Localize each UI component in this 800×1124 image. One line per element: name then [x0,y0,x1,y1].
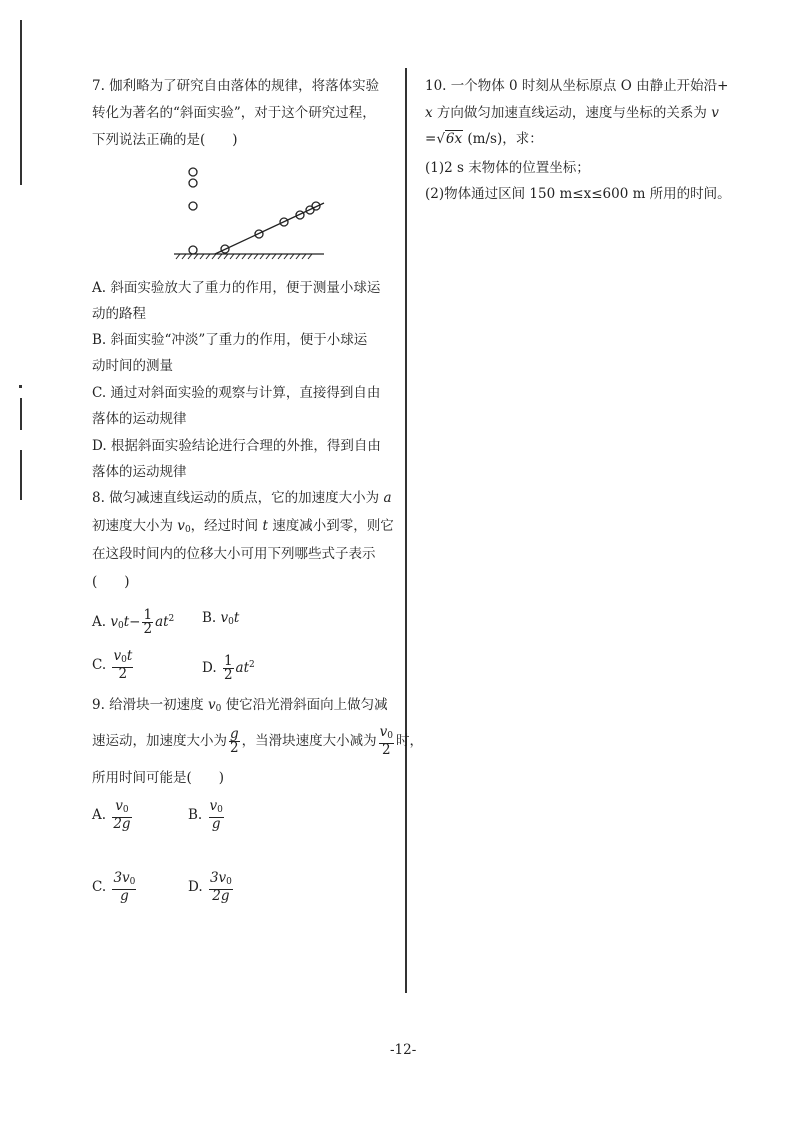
page-number: -12- [390,1042,417,1058]
incline-surface [215,203,324,254]
q8-line2: 初速度大小为 $v_0$，经过时间 t 速度减小到零，则它 [92,518,394,535]
q10-line5: (2)物体通过区间 150 m≤x≤600 m 所用的时间。 [425,186,731,202]
q8-line1: 8. 做匀减速直线运动的质点，它的加速度大小为 a [92,490,392,506]
q8-option-c: C. $\frac{v_0t}{2}$ [92,648,133,682]
inclined-plane-figure [172,160,332,264]
q7-option-b-l2: 动时间的测量 [92,358,173,374]
q7-line2: 转化为著名的“斜面实验”，对于这个研究过程， [92,105,376,121]
q10-line2: x 方向做匀加速直线运动，速度与坐标的关系为 v [425,105,719,121]
q8-line4: ( ) [92,574,130,590]
q9-line3: 所用时间可能是( ) [92,770,225,786]
q9-option-d: D. $\frac{3v_0}{2g}$ [188,870,232,904]
binding-mark [19,385,22,388]
q7-option-d-l1: D. 根据斜面实验结论进行合理的外推，得到自由 [92,438,381,454]
q9-line1: 9. 给滑块一初速度 $v_0$ 使它沿光滑斜面向上做匀减 [92,697,388,714]
q7-option-d-l2: 落体的运动规律 [92,464,187,480]
q9-option-b: B. $\frac{v_0}{g}$ [188,798,223,832]
q8-line3: 在这段时间内的位移大小可用下列哪些式子表示 [92,546,376,562]
q10-line4: (1)2 s 末物体的位置坐标； [425,160,590,176]
q10-line3: =√6x (m/s)，求： [425,131,543,147]
q10-line1: 10. 一个物体 0 时刻从坐标原点 O 由静止开始沿+ [425,78,729,94]
q7-option-b-l1: B. 斜面实验“冲淡”了重力的作用，便于小球运 [92,332,368,348]
q9-option-a: A. $\frac{v_0}{2g}$ [92,798,131,832]
ground-hatching [176,254,312,259]
binding-mark [20,398,22,430]
q7-option-c-l1: C. 通过对斜面实验的观察与计算，直接得到自由 [92,385,381,401]
q7-option-a-l2: 动的路程 [92,306,146,322]
column-divider [405,68,407,993]
q8-option-a: A. $v_0t-$ $\frac{1}{2}$ $at^2$ [92,607,175,637]
q9-option-c: C. $\frac{3v_0}{g}$ [92,870,136,904]
binding-mark [20,20,22,185]
incline-ball [189,246,197,254]
falling-ball [189,168,197,176]
falling-ball [189,202,197,210]
q8-option-d: D. $\frac{1}{2}$ $at^2$ [202,653,255,683]
q7-option-a-l1: A. 斜面实验放大了重力的作用，便于测量小球运 [92,280,381,296]
q7-line3: 下列说法正确的是( ) [92,132,238,148]
binding-mark [20,450,22,500]
q7-line1: 7. 伽利略为了研究自由落体的规律，将落体实验 [92,78,380,94]
q7-option-c-l2: 落体的运动规律 [92,411,187,427]
q8-option-b: B. $v_0t$ [202,610,240,627]
falling-ball [189,179,197,187]
q9-line2: 速运动，加速度大小为 $\frac{g}{2}$ ，当滑块速度大小减为 $\frac{v_0}{2}$ 时， [92,724,424,758]
